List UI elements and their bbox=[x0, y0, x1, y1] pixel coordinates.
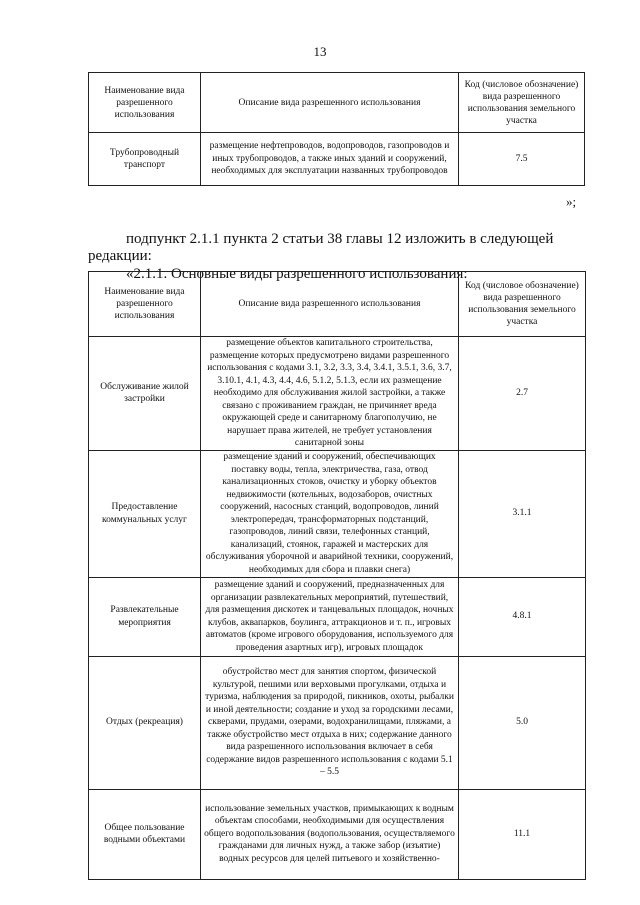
row-name: Трубопроводный транспорт bbox=[89, 133, 201, 186]
table-row bbox=[89, 577, 586, 656]
row-code: 11.1 bbox=[459, 789, 586, 879]
header-description: Описание вида разрешенного использования bbox=[201, 272, 459, 337]
paragraph-line-1: подпункт 2.1.1 пункта 2 статьи 38 главы 12 изложить в следующей bbox=[126, 231, 554, 247]
table-row bbox=[89, 337, 586, 451]
row-name: Общее пользование водными объектами bbox=[89, 789, 201, 879]
table-row bbox=[89, 133, 585, 186]
row-name: Обслуживание жилой застройки bbox=[89, 337, 201, 451]
section-heading: «2.1.1. Основные виды разрешенного использования: bbox=[126, 266, 468, 282]
row-code: 3.1.1 bbox=[459, 450, 586, 577]
row-code: 5.0 bbox=[459, 656, 586, 789]
header-description: Описание вида разрешенного использования bbox=[201, 73, 459, 133]
row-description: размещение зданий и сооружений, обеспечивающих поставку воды, тепла, электричества, газа, отвод канализационных стоков, очистку и уборку объектов недвижимости (котельных, водозаборов, очистных сооружений, насосных станций, водопроводов, линий электропередач, трансформаторных подстанций, газопроводов, линий связи, телефонных станций, канализаций, стоянок, гаражей и мастерских для обслуживания уборочной и аварийной техники, сооружений, необходимых для сбора и плавки снега) bbox=[201, 450, 459, 577]
page-number: 13 bbox=[313, 44, 327, 59]
header-code: Код (числовое обозначение) вида разрешенного использования земельного участка bbox=[459, 272, 586, 337]
header-name: Наименование вида разрешенного использования bbox=[89, 73, 201, 133]
closing-quote: »; bbox=[566, 194, 577, 209]
row-name: Отдых (рекреация) bbox=[89, 656, 201, 789]
header-name: Наименование вида разрешенного использования bbox=[89, 272, 201, 337]
amendment-paragraph bbox=[88, 230, 585, 248]
table-header-row bbox=[89, 272, 586, 337]
row-description: размещение объектов капитального строительства, размещение которых предусмотрено видами разрешенного использования с кодами 3.1, 3.2, 3.3, 3.4, 3.4.1, 3.5.1, 3.6, 3.7, 3.10.1, 4.1, 4.3, 4.4, 4.6, 5.1.2, 5.1.3, если их размещение необходимо для обслуживания жилой застройки, а также связано с проживанием граждан, не причиняет вреда окружающей среде и санитарному благополучию, не нарушает права жителей, не требует установления санитарной зоны bbox=[201, 337, 459, 451]
row-description: размещение зданий и сооружений, предназначенных для организации развлекательных мероприятий, путешествий, для размещения дискотек и танцевальных площадок, ночных клубов, аквапарков, боулинга, аттракционов и т. п., игровых автоматов (кроме игрового оборудования, используемого для проведения азартных игр), игровых площадок bbox=[201, 577, 459, 656]
row-code: 4.8.1 bbox=[459, 577, 586, 656]
row-code: 2.7 bbox=[459, 337, 586, 451]
table-row bbox=[89, 450, 586, 577]
row-description: обустройство мест для занятия спортом, физической культурой, пешими или верховыми прогулками, отдыха и туризма, наблюдения за природой, пикников, охоты, рыбалки и иной деятельности; создание и уход за городскими лесами, скверами, прудами, озерами, водохранилищами, пляжами, а также обустройство мест отдыха в них; содержание данного вида разрешенного использования включает в себя содержание видов разрешенного использования с кодами 5.1 – 5.5 bbox=[201, 656, 459, 789]
row-code: 7.5 bbox=[459, 133, 585, 186]
land-use-table bbox=[88, 271, 586, 880]
table-header-row bbox=[89, 73, 585, 133]
table-row bbox=[89, 789, 586, 879]
row-description: размещение нефтепроводов, водопроводов, газопроводов и иных трубопроводов, а также иных зданий и сооружений, необходимых для эксплуатации названных трубопроводов bbox=[201, 133, 459, 186]
paragraph-line-2: редакции: bbox=[88, 248, 152, 264]
table-row bbox=[89, 656, 586, 789]
header-code: Код (числовое обозначение) вида разрешенного использования земельного участка bbox=[459, 73, 585, 133]
row-description: использование земельных участков, примыкающих к водным объектам способами, необходимыми для осуществления общего водопользования (водопользования, осуществляемого гражданами для личных нужд, а также забор (изъятие) водных ресурсов для целей питьевого и хозяйственно- bbox=[201, 789, 459, 879]
row-name: Развлекательные мероприятия bbox=[89, 577, 201, 656]
land-use-table-continued bbox=[88, 72, 585, 186]
row-name: Предоставление коммунальных услуг bbox=[89, 450, 201, 577]
